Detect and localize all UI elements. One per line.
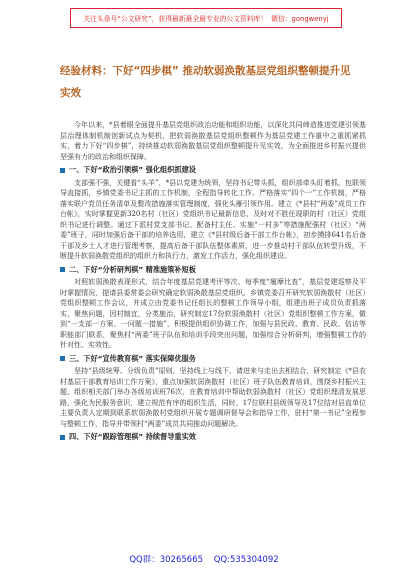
bullet-square-icon: [60, 168, 65, 173]
bullet-square-icon: [60, 267, 65, 272]
section-heading-1: [60, 165, 366, 176]
promo-text: 关注头条号“公文研究”，获得最新最全最专业的公文资料库！: [83, 15, 268, 23]
document-body: [60, 120, 366, 445]
section-heading-text: 二、下好“分析研判棋” 精准施策补短板: [69, 264, 196, 274]
section-heading-2: [60, 265, 366, 276]
promo-banner: [70, 8, 342, 28]
section-heading-text: 一、下好“政治引领棋” 强化组织抓建设: [69, 165, 196, 174]
qq-group: QQ群：30265665: [129, 555, 204, 565]
section-heading-4: [60, 432, 366, 443]
document-title: 经验材料：下好“四步棋” 推动软弱涣散基层党组织整顿提升见实效: [60, 65, 351, 99]
section-heading-text: 三、下好“宣传教育棋” 落实保障优服务: [69, 353, 196, 363]
intro-paragraph: 今年以来，*县着眼全面提升基层党组织政治功能和组织功能，以深化共同缔造推进党建引领基层治理体制机制创新试点为契机，把软弱涣散基层党组织整顿作为基层党建工作重中之重抓紧抓实，着力下好“四步棋”，持续推动软弱涣散基层党组织整顿提升见实效，为全面推进乡村振兴提供坚强有力的政治和组织保障。: [60, 121, 366, 161]
section-paragraph-1: 支部强不强，关键看“头羊”，*县以党建为统领，坚持书记带头抓，组织部牵头盯着抓，包联领导直接抓，乡镇党委书记主抓的工作机制，全程指导转化工作。严格落实“四个一”工作机制，严格落实联户党员任务清单及整改措施落实管理制度，强化头雁引领作用。建立《*县村“两委”成员工作台帐》，实时掌握更新320名村（社区）党组织书记最新信息，及时对不胜任现职的村（社区）党组织书记进行调整。通过下派村党支部书记、配备村主任、实施“一村多”等措施配强村（社区）“两委”班子，同时加强后备干部的培养选用，建立《*县村级后备干部工作台帐》，初步摸排641名后备干部及乡土人才进行管理考察，提高后备干部队伍整体素质，进一步推动村干部队伍转型升级，不断提升软弱涣散党组织的组织力和执行力，激发工作活力，强化组织建设。: [60, 178, 366, 260]
section-heading-3: [60, 354, 366, 365]
bullet-square-icon: [60, 435, 65, 440]
qq-number: QQ:535304092: [213, 555, 279, 565]
bullet-square-icon: [60, 356, 65, 361]
section-paragraph-3: 坚持“县级统筹、分级负责”原则，坚持线上与线下、请进来与走出去相结合，研究制定《*县农村基层干部教育培训工作方案》，重点加强软弱涣散村（社区）班子队伍教育培训，围绕乡村振兴主题，组织相关部门举办各级培训班76次，在教育培训中帮助软弱涣散村（社区）党组织理清发展思路，强化为民服务意识，建立规范有序的组织生活，同时，17位联村县级领导及17位结对县直单位主要负责人定期到联系软弱涣散村党组织开展专题调研督导会和指导工作，驻村“第一书记”全程参与整顿工作，指导并带领村“两委”成员共同推动问题解决。: [60, 367, 366, 428]
contact-footer: [0, 553, 408, 565]
section-heading-text: 四、下好“跟踪管理棋” 持续督导重实效: [69, 432, 196, 441]
wechat-id: 微信：gongwenyj: [271, 15, 329, 23]
section-paragraph-2: 对照软弱涣散表现形式，结合年度基层党建考评等次、每季度“履摩比查”，基层党建巡察及平时掌握情况，提请县委常委会研究确定软弱涣散基层党组织。乡镇党委召开研究软弱涣散村（社区）党组织整顿工作会议，并成立由党委书记任组长的整顿工作领导小组，组建由班子成员负责抓落实，聚焦问题，因村制宜，分类施治，研究制定17份软弱涣散村（社区）党组织整顿工作方案，做到“一支部一方案、一问题一措施”，积极提供组织协调工作，加强与县民政、教育、民政、信访等职能部门联系，聚焦村“两委”班子队伍和培训手段突出问题，加强综合分析研判，增强整顿工作的针对性、实效性。: [60, 278, 366, 349]
